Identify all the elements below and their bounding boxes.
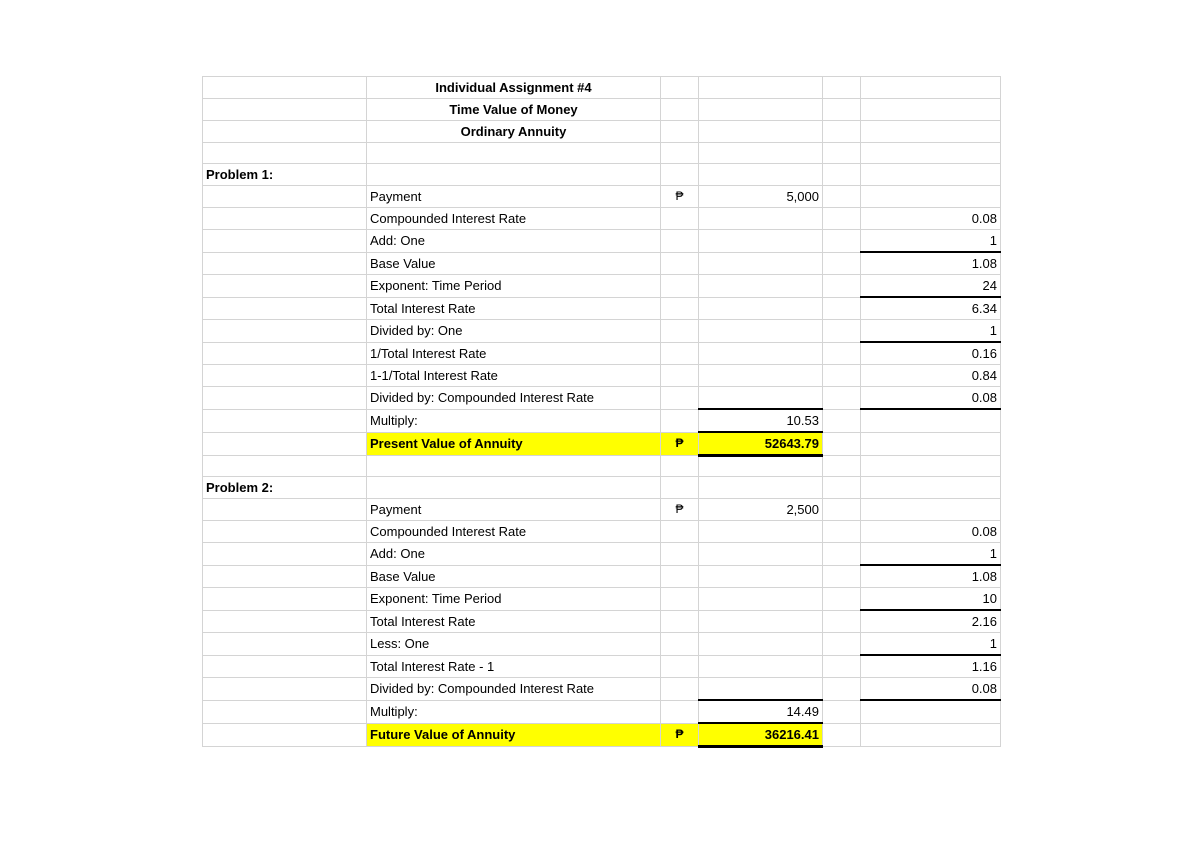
cell[interactable] [203, 208, 367, 230]
cell[interactable] [699, 230, 823, 253]
cell[interactable] [861, 700, 1001, 723]
cell[interactable] [699, 365, 823, 387]
cell[interactable] [203, 252, 367, 275]
cell[interactable] [661, 99, 699, 121]
row-value[interactable]: 0.08 [861, 387, 1001, 410]
table-row [203, 700, 1001, 723]
cell[interactable] [861, 121, 1001, 143]
cell[interactable] [823, 409, 861, 432]
cell[interactable] [661, 297, 699, 320]
cell[interactable] [203, 432, 367, 456]
cell[interactable] [661, 365, 699, 387]
cell[interactable] [203, 342, 367, 365]
cell[interactable] [699, 456, 823, 477]
cell[interactable] [203, 230, 367, 253]
row-label[interactable]: Base Value [367, 565, 661, 588]
cell[interactable] [823, 521, 861, 543]
cell[interactable] [823, 678, 861, 701]
row-label[interactable]: Exponent: Time Period [367, 275, 661, 298]
table-row [203, 456, 1001, 477]
problem2-label[interactable]: Problem 2: [203, 477, 367, 499]
table-row [203, 164, 1001, 186]
cell[interactable] [699, 477, 823, 499]
table-row [203, 477, 1001, 499]
future-value-result[interactable]: 36216.41 [699, 723, 823, 747]
multiply-value[interactable]: 14.49 [699, 700, 823, 723]
cell[interactable] [203, 678, 367, 701]
cell[interactable] [823, 633, 861, 656]
row-label[interactable]: 1/Total Interest Rate [367, 342, 661, 365]
row-label[interactable]: Total Interest Rate [367, 610, 661, 633]
cell[interactable] [203, 723, 367, 747]
cell[interactable] [699, 143, 823, 164]
row-label[interactable]: Payment [367, 186, 661, 208]
cell[interactable] [661, 208, 699, 230]
cell[interactable] [699, 121, 823, 143]
cell[interactable] [203, 610, 367, 633]
cell[interactable] [823, 186, 861, 208]
table-row [203, 610, 1001, 633]
row-value[interactable]: 1 [861, 230, 1001, 253]
cell[interactable] [699, 387, 823, 410]
table-row [203, 633, 1001, 656]
row-value[interactable]: 1.08 [861, 565, 1001, 588]
cell[interactable] [661, 678, 699, 701]
cell[interactable] [203, 275, 367, 298]
cell[interactable] [699, 655, 823, 678]
topic-title[interactable]: Ordinary Annuity [367, 121, 661, 143]
cell[interactable] [823, 121, 861, 143]
currency-symbol[interactable]: ₱ [661, 723, 699, 747]
cell[interactable] [823, 164, 861, 186]
row-label[interactable]: Base Value [367, 252, 661, 275]
cell[interactable] [661, 121, 699, 143]
currency-symbol[interactable]: ₱ [661, 432, 699, 456]
cell[interactable] [661, 342, 699, 365]
cell[interactable] [823, 610, 861, 633]
table-row [203, 208, 1001, 230]
cell[interactable] [699, 99, 823, 121]
cell[interactable] [367, 164, 661, 186]
cell[interactable] [861, 723, 1001, 747]
row-value[interactable]: 0.08 [861, 678, 1001, 701]
table-row [203, 565, 1001, 588]
payment-value[interactable]: 2,500 [699, 499, 823, 521]
cell[interactable] [203, 186, 367, 208]
cell[interactable] [861, 143, 1001, 164]
cell[interactable] [699, 342, 823, 365]
row-value[interactable]: 1.16 [861, 655, 1001, 678]
cell[interactable] [823, 275, 861, 298]
table-row [203, 678, 1001, 701]
cell[interactable] [861, 499, 1001, 521]
cell[interactable] [699, 208, 823, 230]
row-label[interactable]: Multiply: [367, 700, 661, 723]
row-value[interactable]: 0.16 [861, 342, 1001, 365]
table-row [203, 252, 1001, 275]
cell[interactable] [367, 477, 661, 499]
currency-symbol[interactable]: ₱ [661, 499, 699, 521]
cell[interactable] [661, 77, 699, 99]
cell[interactable] [661, 521, 699, 543]
present-value-label[interactable]: Present Value of Annuity [367, 432, 661, 456]
table-row [203, 297, 1001, 320]
cell[interactable] [203, 320, 367, 343]
cell[interactable] [699, 275, 823, 298]
cell[interactable] [661, 565, 699, 588]
table-row [203, 543, 1001, 566]
multiply-value[interactable]: 10.53 [699, 409, 823, 432]
table-row [203, 230, 1001, 253]
cell[interactable] [661, 143, 699, 164]
cell[interactable] [661, 164, 699, 186]
cell[interactable] [699, 252, 823, 275]
present-value-result[interactable]: 52643.79 [699, 432, 823, 456]
cell[interactable] [823, 297, 861, 320]
cell[interactable] [861, 77, 1001, 99]
cell[interactable] [699, 77, 823, 99]
cell[interactable] [661, 633, 699, 656]
cell[interactable] [823, 99, 861, 121]
cell[interactable] [203, 77, 367, 99]
future-value-label[interactable]: Future Value of Annuity [367, 723, 661, 747]
row-label[interactable]: Total Interest Rate [367, 297, 661, 320]
subject-title[interactable]: Time Value of Money [367, 99, 661, 121]
cell[interactable] [699, 565, 823, 588]
cell[interactable] [823, 252, 861, 275]
cell[interactable] [661, 655, 699, 678]
row-label[interactable]: Total Interest Rate - 1 [367, 655, 661, 678]
cell[interactable] [661, 230, 699, 253]
row-label[interactable]: Divided by: One [367, 320, 661, 343]
cell[interactable] [861, 456, 1001, 477]
spreadsheet-grid [202, 76, 1001, 748]
cell[interactable] [203, 121, 367, 143]
cell[interactable] [661, 588, 699, 611]
cell[interactable] [203, 633, 367, 656]
cell[interactable] [823, 342, 861, 365]
cell[interactable] [203, 543, 367, 566]
row-label[interactable]: Divided by: Compounded Interest Rate [367, 678, 661, 701]
row-value[interactable]: 0.08 [861, 521, 1001, 543]
row-value[interactable]: 1 [861, 543, 1001, 566]
cell[interactable] [699, 678, 823, 701]
cell[interactable] [203, 588, 367, 611]
cell[interactable] [823, 320, 861, 343]
row-value[interactable]: 10 [861, 588, 1001, 611]
cell[interactable] [699, 297, 823, 320]
assignment-title[interactable]: Individual Assignment #4 [367, 77, 661, 99]
cell[interactable] [661, 477, 699, 499]
cell[interactable] [661, 610, 699, 633]
table-row [203, 186, 1001, 208]
table-row [203, 121, 1001, 143]
cell[interactable] [823, 365, 861, 387]
cell[interactable] [699, 543, 823, 566]
table-row [203, 409, 1001, 432]
cell[interactable] [823, 477, 861, 499]
cell[interactable] [823, 723, 861, 747]
cell[interactable] [661, 275, 699, 298]
cell[interactable] [823, 387, 861, 410]
table-row [203, 342, 1001, 365]
cell[interactable] [203, 655, 367, 678]
cell[interactable] [823, 432, 861, 456]
row-label[interactable]: Less: One [367, 633, 661, 656]
problem1-label[interactable]: Problem 1: [203, 164, 367, 186]
cell[interactable] [823, 588, 861, 611]
row-value[interactable]: 6.34 [861, 297, 1001, 320]
cell[interactable] [823, 143, 861, 164]
currency-symbol[interactable]: ₱ [661, 186, 699, 208]
cell[interactable] [823, 499, 861, 521]
cell[interactable] [823, 456, 861, 477]
row-label[interactable]: 1-1/Total Interest Rate [367, 365, 661, 387]
table-row [203, 320, 1001, 343]
row-value[interactable]: 1.08 [861, 252, 1001, 275]
cell[interactable] [203, 521, 367, 543]
cell[interactable] [203, 99, 367, 121]
row-label[interactable]: Divided by: Compounded Interest Rate [367, 387, 661, 410]
cell[interactable] [203, 365, 367, 387]
row-label[interactable]: Add: One [367, 543, 661, 566]
row-label[interactable]: Payment [367, 499, 661, 521]
payment-value[interactable]: 5,000 [699, 186, 823, 208]
cell[interactable] [661, 456, 699, 477]
cell[interactable] [861, 409, 1001, 432]
cell[interactable] [203, 143, 367, 164]
cell[interactable] [699, 320, 823, 343]
row-label[interactable]: Multiply: [367, 409, 661, 432]
cell[interactable] [823, 208, 861, 230]
cell[interactable] [367, 143, 661, 164]
cell[interactable] [861, 164, 1001, 186]
cell[interactable] [661, 387, 699, 410]
row-value[interactable]: 1 [861, 320, 1001, 343]
table-row [203, 521, 1001, 543]
table-row [203, 723, 1001, 747]
cell[interactable] [823, 565, 861, 588]
cell[interactable] [699, 633, 823, 656]
table-row [203, 499, 1001, 521]
table-row [203, 588, 1001, 611]
table-row [203, 275, 1001, 298]
cell[interactable] [367, 456, 661, 477]
table-row [203, 432, 1001, 456]
table-row [203, 365, 1001, 387]
cell[interactable] [861, 477, 1001, 499]
cell[interactable] [661, 252, 699, 275]
cell[interactable] [661, 700, 699, 723]
row-value[interactable]: 2.16 [861, 610, 1001, 633]
cell[interactable] [823, 77, 861, 99]
cell[interactable] [699, 521, 823, 543]
cell[interactable] [699, 588, 823, 611]
cell[interactable] [823, 230, 861, 253]
cell[interactable] [203, 387, 367, 410]
table-row [203, 143, 1001, 164]
cell[interactable] [823, 655, 861, 678]
cell[interactable] [661, 409, 699, 432]
cell[interactable] [203, 409, 367, 432]
row-label[interactable]: Compounded Interest Rate [367, 521, 661, 543]
cell[interactable] [861, 432, 1001, 456]
cell[interactable] [661, 543, 699, 566]
cell[interactable] [861, 186, 1001, 208]
row-value[interactable]: 0.84 [861, 365, 1001, 387]
cell[interactable] [699, 164, 823, 186]
table-row [203, 99, 1001, 121]
cell[interactable] [699, 610, 823, 633]
row-label[interactable]: Compounded Interest Rate [367, 208, 661, 230]
cell[interactable] [861, 99, 1001, 121]
row-value[interactable]: 0.08 [861, 208, 1001, 230]
cell[interactable] [203, 456, 367, 477]
row-value[interactable]: 24 [861, 275, 1001, 298]
table-row [203, 387, 1001, 410]
cell[interactable] [203, 565, 367, 588]
row-value[interactable]: 1 [861, 633, 1001, 656]
cell[interactable] [203, 297, 367, 320]
cell[interactable] [661, 320, 699, 343]
cell[interactable] [823, 543, 861, 566]
cell[interactable] [203, 700, 367, 723]
row-label[interactable]: Exponent: Time Period [367, 588, 661, 611]
table-row [203, 77, 1001, 99]
cell[interactable] [823, 700, 861, 723]
row-label[interactable]: Add: One [367, 230, 661, 253]
table-row [203, 655, 1001, 678]
cell[interactable] [203, 499, 367, 521]
